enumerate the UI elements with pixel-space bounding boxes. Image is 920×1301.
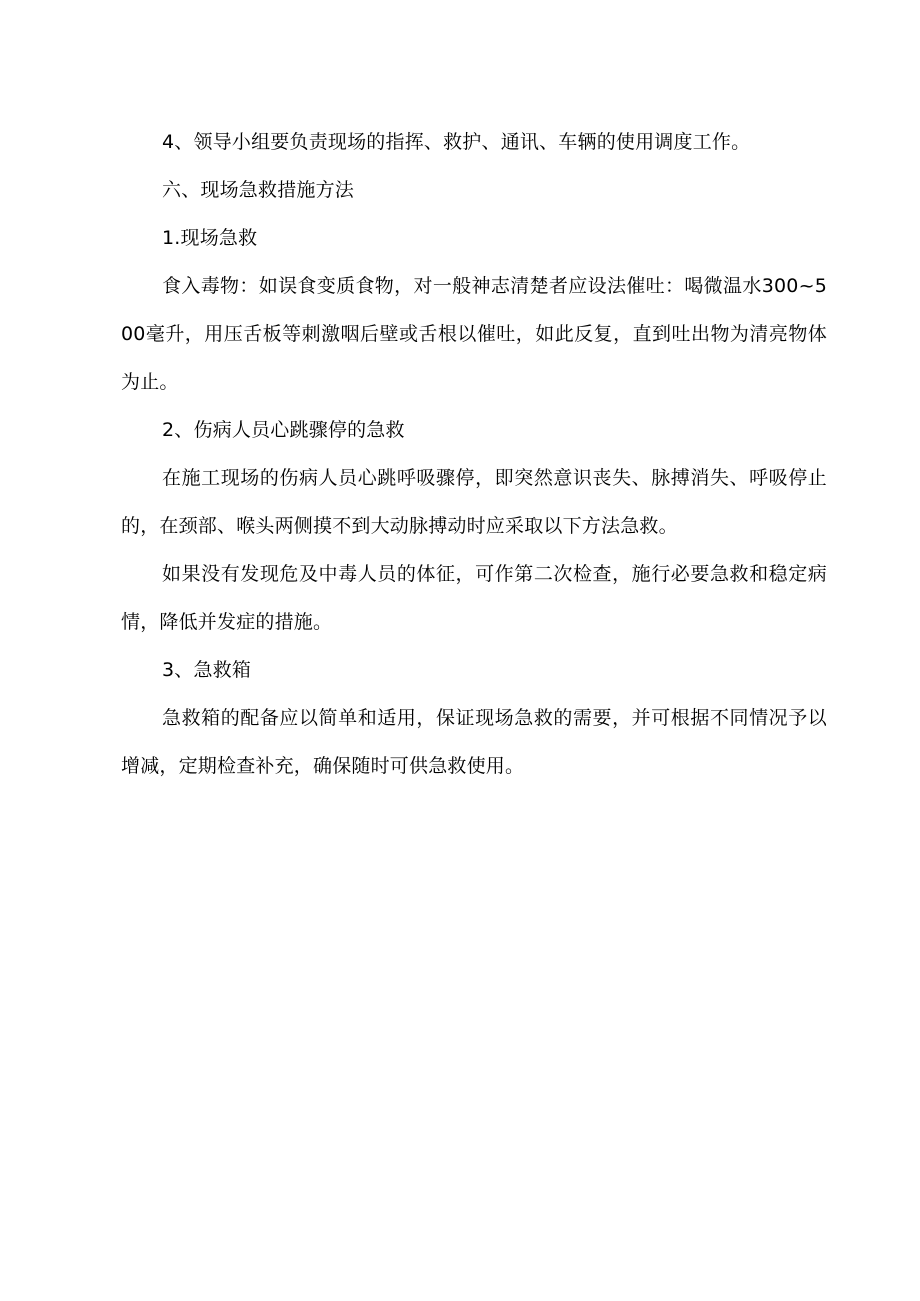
subheading-first-aid-kit: 3、急救箱 (162, 659, 252, 681)
paragraph-cardiac-arrest-description: 在施工现场的伤病人员心跳呼吸骤停，即突然意识丧失、脉搏消失、呼吸停止的，在颈部、喉头两侧摸不到大动脉搏动时应采取以下方法急救。 (121, 467, 827, 537)
paragraph-first-aid-kit: 急救箱的配备应以简单和适用，保证现场急救的需要，并可根据不同情况予以增减，定期检查补充，确保随时可供急救使用。 (121, 707, 827, 777)
subheading-onsite-first-aid: 1.现场急救 (162, 227, 258, 249)
document-body (121, 118, 827, 790)
paragraph-leadership-duties: 4、领导小组要负责现场的指挥、救护、通讯、车辆的使用调度工作。 (162, 131, 751, 153)
section-heading-onsite-first-aid-measures: 六、现场急救措施方法 (162, 179, 355, 201)
paragraph-second-examination: 如果没有发现危及中毒人员的体征，可作第二次检查，施行必要急救和稳定病情，降低并发症的措施。 (121, 563, 827, 633)
paragraph-ingested-poison: 食入毒物：如误食变质食物，对一般神志清楚者应设法催吐：喝微温水300~500毫升，用压舌板等刺激咽后壁或舌根以催吐，如此反复，直到吐出物为清亮物体为止。 (121, 275, 827, 393)
subheading-cardiac-arrest: 2、伤病人员心跳骤停的急救 (162, 419, 405, 441)
